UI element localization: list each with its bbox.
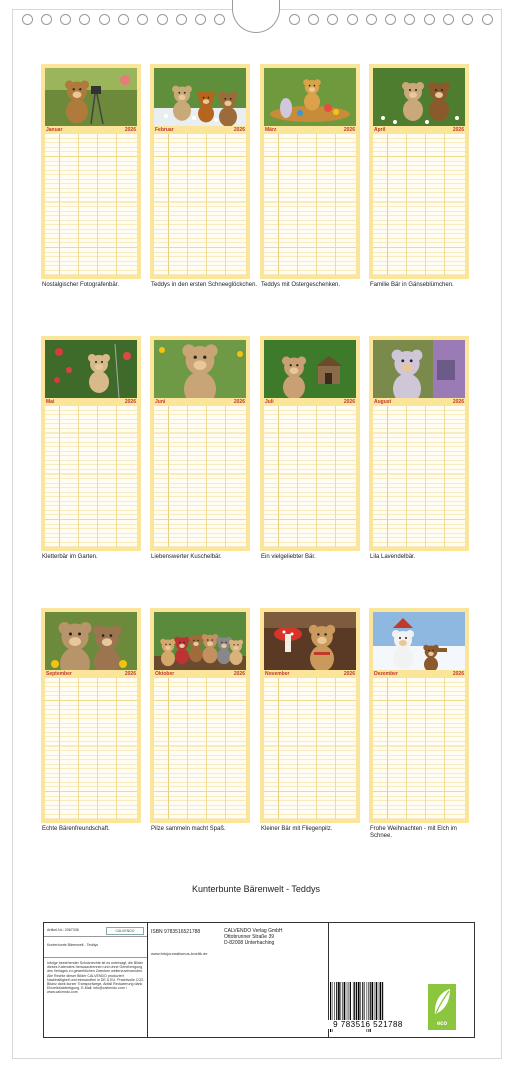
month-header	[264, 126, 356, 134]
month-year: 2026	[452, 127, 464, 133]
leaf-icon	[428, 984, 456, 1020]
month-year: 2026	[124, 127, 136, 133]
binding-hole	[404, 14, 415, 25]
month-caption: Echte Bärenfreundschaft.	[42, 826, 110, 832]
binding-hole	[482, 14, 493, 25]
product-name: Kunterbunte Bärenwelt - Teddys	[47, 943, 99, 947]
month-photo	[154, 612, 246, 670]
month-card-september	[41, 608, 141, 823]
month-name: Mai	[46, 399, 55, 405]
month-card-november	[260, 608, 360, 823]
binding-hole	[79, 14, 90, 25]
month-planner-grid[interactable]	[154, 406, 246, 547]
publisher-name: CALVENDO Verlag GmbH	[224, 928, 283, 934]
article-number: Artikel-Nr.: 2087336	[47, 928, 79, 932]
month-name: Dezember	[374, 671, 398, 677]
month-planner-grid[interactable]	[45, 406, 137, 547]
month-header	[373, 126, 465, 134]
month-card-juni	[150, 336, 250, 551]
month-planner-grid[interactable]	[264, 406, 356, 547]
month-year: 2026	[343, 127, 355, 133]
binding-hole	[443, 14, 454, 25]
month-year: 2026	[343, 671, 355, 677]
binding-hole	[366, 14, 377, 25]
month-name: Februar	[155, 127, 174, 133]
month-planner-grid[interactable]	[373, 678, 465, 819]
month-photo	[264, 612, 356, 670]
binding-hole	[22, 14, 33, 25]
month-card-juli	[260, 336, 360, 551]
binding-hole	[195, 14, 206, 25]
month-caption: Teddys in den ersten Schneeglöckchen.	[151, 282, 258, 288]
month-caption: Pilze sammeln macht Spaß.	[151, 826, 226, 832]
month-year: 2026	[343, 399, 355, 405]
barcode-number: 9 783516 521788	[327, 1020, 409, 1029]
month-year: 2026	[124, 399, 136, 405]
month-header	[264, 398, 356, 406]
month-caption: Kleiner Bär mit Fliegenpilz.	[261, 826, 333, 832]
month-year: 2026	[452, 671, 464, 677]
month-year: 2026	[233, 671, 245, 677]
eco-label: eco	[436, 1021, 448, 1027]
month-photo	[45, 68, 137, 126]
month-planner-grid[interactable]	[45, 678, 137, 819]
binding-hole	[137, 14, 148, 25]
month-photo	[264, 340, 356, 398]
month-name: August	[374, 399, 392, 405]
binding-hole	[308, 14, 319, 25]
binding-hole	[214, 14, 225, 25]
month-planner-grid[interactable]	[154, 134, 246, 275]
calvendo-logo: CALVENDO	[106, 927, 144, 935]
binding-hole	[176, 14, 187, 25]
month-photo	[45, 612, 137, 670]
month-header	[264, 670, 356, 678]
month-photo	[373, 68, 465, 126]
publisher-city: D-82008 Unterhaching	[224, 940, 275, 946]
month-caption: Ein vielgeliebter Bär.	[261, 554, 316, 560]
binding-hole	[99, 14, 110, 25]
month-caption: Liebenswerter Kuschelbär.	[151, 554, 222, 560]
month-name: November	[265, 671, 290, 677]
footer-info-box	[43, 922, 475, 1038]
month-planner-grid[interactable]	[264, 134, 356, 275]
isbn: ISBN 9783516521788	[151, 929, 201, 935]
month-planner-grid[interactable]	[154, 678, 246, 819]
month-card-februar	[150, 64, 250, 279]
month-name: April	[374, 127, 386, 133]
month-photo	[264, 68, 356, 126]
publisher-street: Ottobrunner Straße 39	[224, 934, 275, 940]
footer-left-column	[44, 923, 148, 1037]
month-name: Januar	[46, 127, 63, 133]
month-caption: Nostalgischer Fotografenbär.	[42, 282, 120, 288]
binding-hole	[60, 14, 71, 25]
month-name: September	[46, 671, 72, 677]
month-header	[373, 670, 465, 678]
binding-hole	[347, 14, 358, 25]
month-header	[45, 398, 137, 406]
binding-hole	[157, 14, 168, 25]
month-photo	[154, 68, 246, 126]
month-header	[373, 398, 465, 406]
binding-hole	[289, 14, 300, 25]
month-header	[45, 126, 137, 134]
month-name: Oktober	[155, 671, 175, 677]
month-caption: Lila Lavendelbär.	[370, 554, 416, 560]
month-card-märz	[260, 64, 360, 279]
month-caption: Familie Bär in Gänseblümchen.	[370, 282, 454, 288]
binding-hole	[327, 14, 338, 25]
binding-hole	[424, 14, 435, 25]
month-card-august	[369, 336, 469, 551]
month-year: 2026	[452, 399, 464, 405]
month-name: Juni	[155, 399, 166, 405]
month-planner-grid[interactable]	[45, 134, 137, 275]
month-card-oktober	[150, 608, 250, 823]
month-photo	[154, 340, 246, 398]
month-header	[154, 398, 246, 406]
month-photo	[373, 340, 465, 398]
month-photo	[373, 612, 465, 670]
month-year: 2026	[124, 671, 136, 677]
eco-badge	[428, 984, 456, 1030]
website-link[interactable]: www.fotojournalismus-boettk.de	[151, 951, 208, 956]
month-header	[154, 670, 246, 678]
month-card-mai	[41, 336, 141, 551]
footer-middle-column	[148, 923, 329, 1037]
binding-hole	[462, 14, 473, 25]
month-header	[154, 126, 246, 134]
month-card-april	[369, 64, 469, 279]
calendar-title: Kunterbunte Bärenwelt - Teddys	[192, 884, 320, 894]
legal-text: Infolge bestehender Schutzrechte ist es untersagt, die Bilder dieses Kalenders herauszutrennen und ohne Genehmigung des Verlages zu gewerblichen Zwecken weiterzuverwenden. Alle Rechte dieser Bilder CALVENDO produziert Nachhaltigkeit und einwandfrei in DE & EU. Prachtvolle CO2-Bilanz dank kurzer Transportwege. Abfall Reduzierung dank Einzelstückfertigung. E-Mail: info@calvendo.com / www.calvendo.com	[47, 961, 145, 995]
month-year: 2026	[233, 399, 245, 405]
binding-hole	[385, 14, 396, 25]
month-header	[45, 670, 137, 678]
month-planner-grid[interactable]	[373, 134, 465, 275]
month-photo	[45, 340, 137, 398]
month-caption: Teddys mit Ostergeschenken.	[261, 282, 341, 288]
month-caption: Frohe Weihnachten - mit Elch im Schnee.	[370, 826, 457, 839]
month-caption: Kletterbär im Garten.	[42, 554, 98, 560]
publisher-address	[224, 928, 283, 946]
month-name: Juli	[265, 399, 274, 405]
month-year: 2026	[233, 127, 245, 133]
binding-hole	[41, 14, 52, 25]
month-name: März	[265, 127, 277, 133]
month-card-januar	[41, 64, 141, 279]
month-planner-grid[interactable]	[373, 406, 465, 547]
month-planner-grid[interactable]	[264, 678, 356, 819]
month-card-dezember	[369, 608, 469, 823]
binding-hole	[118, 14, 129, 25]
